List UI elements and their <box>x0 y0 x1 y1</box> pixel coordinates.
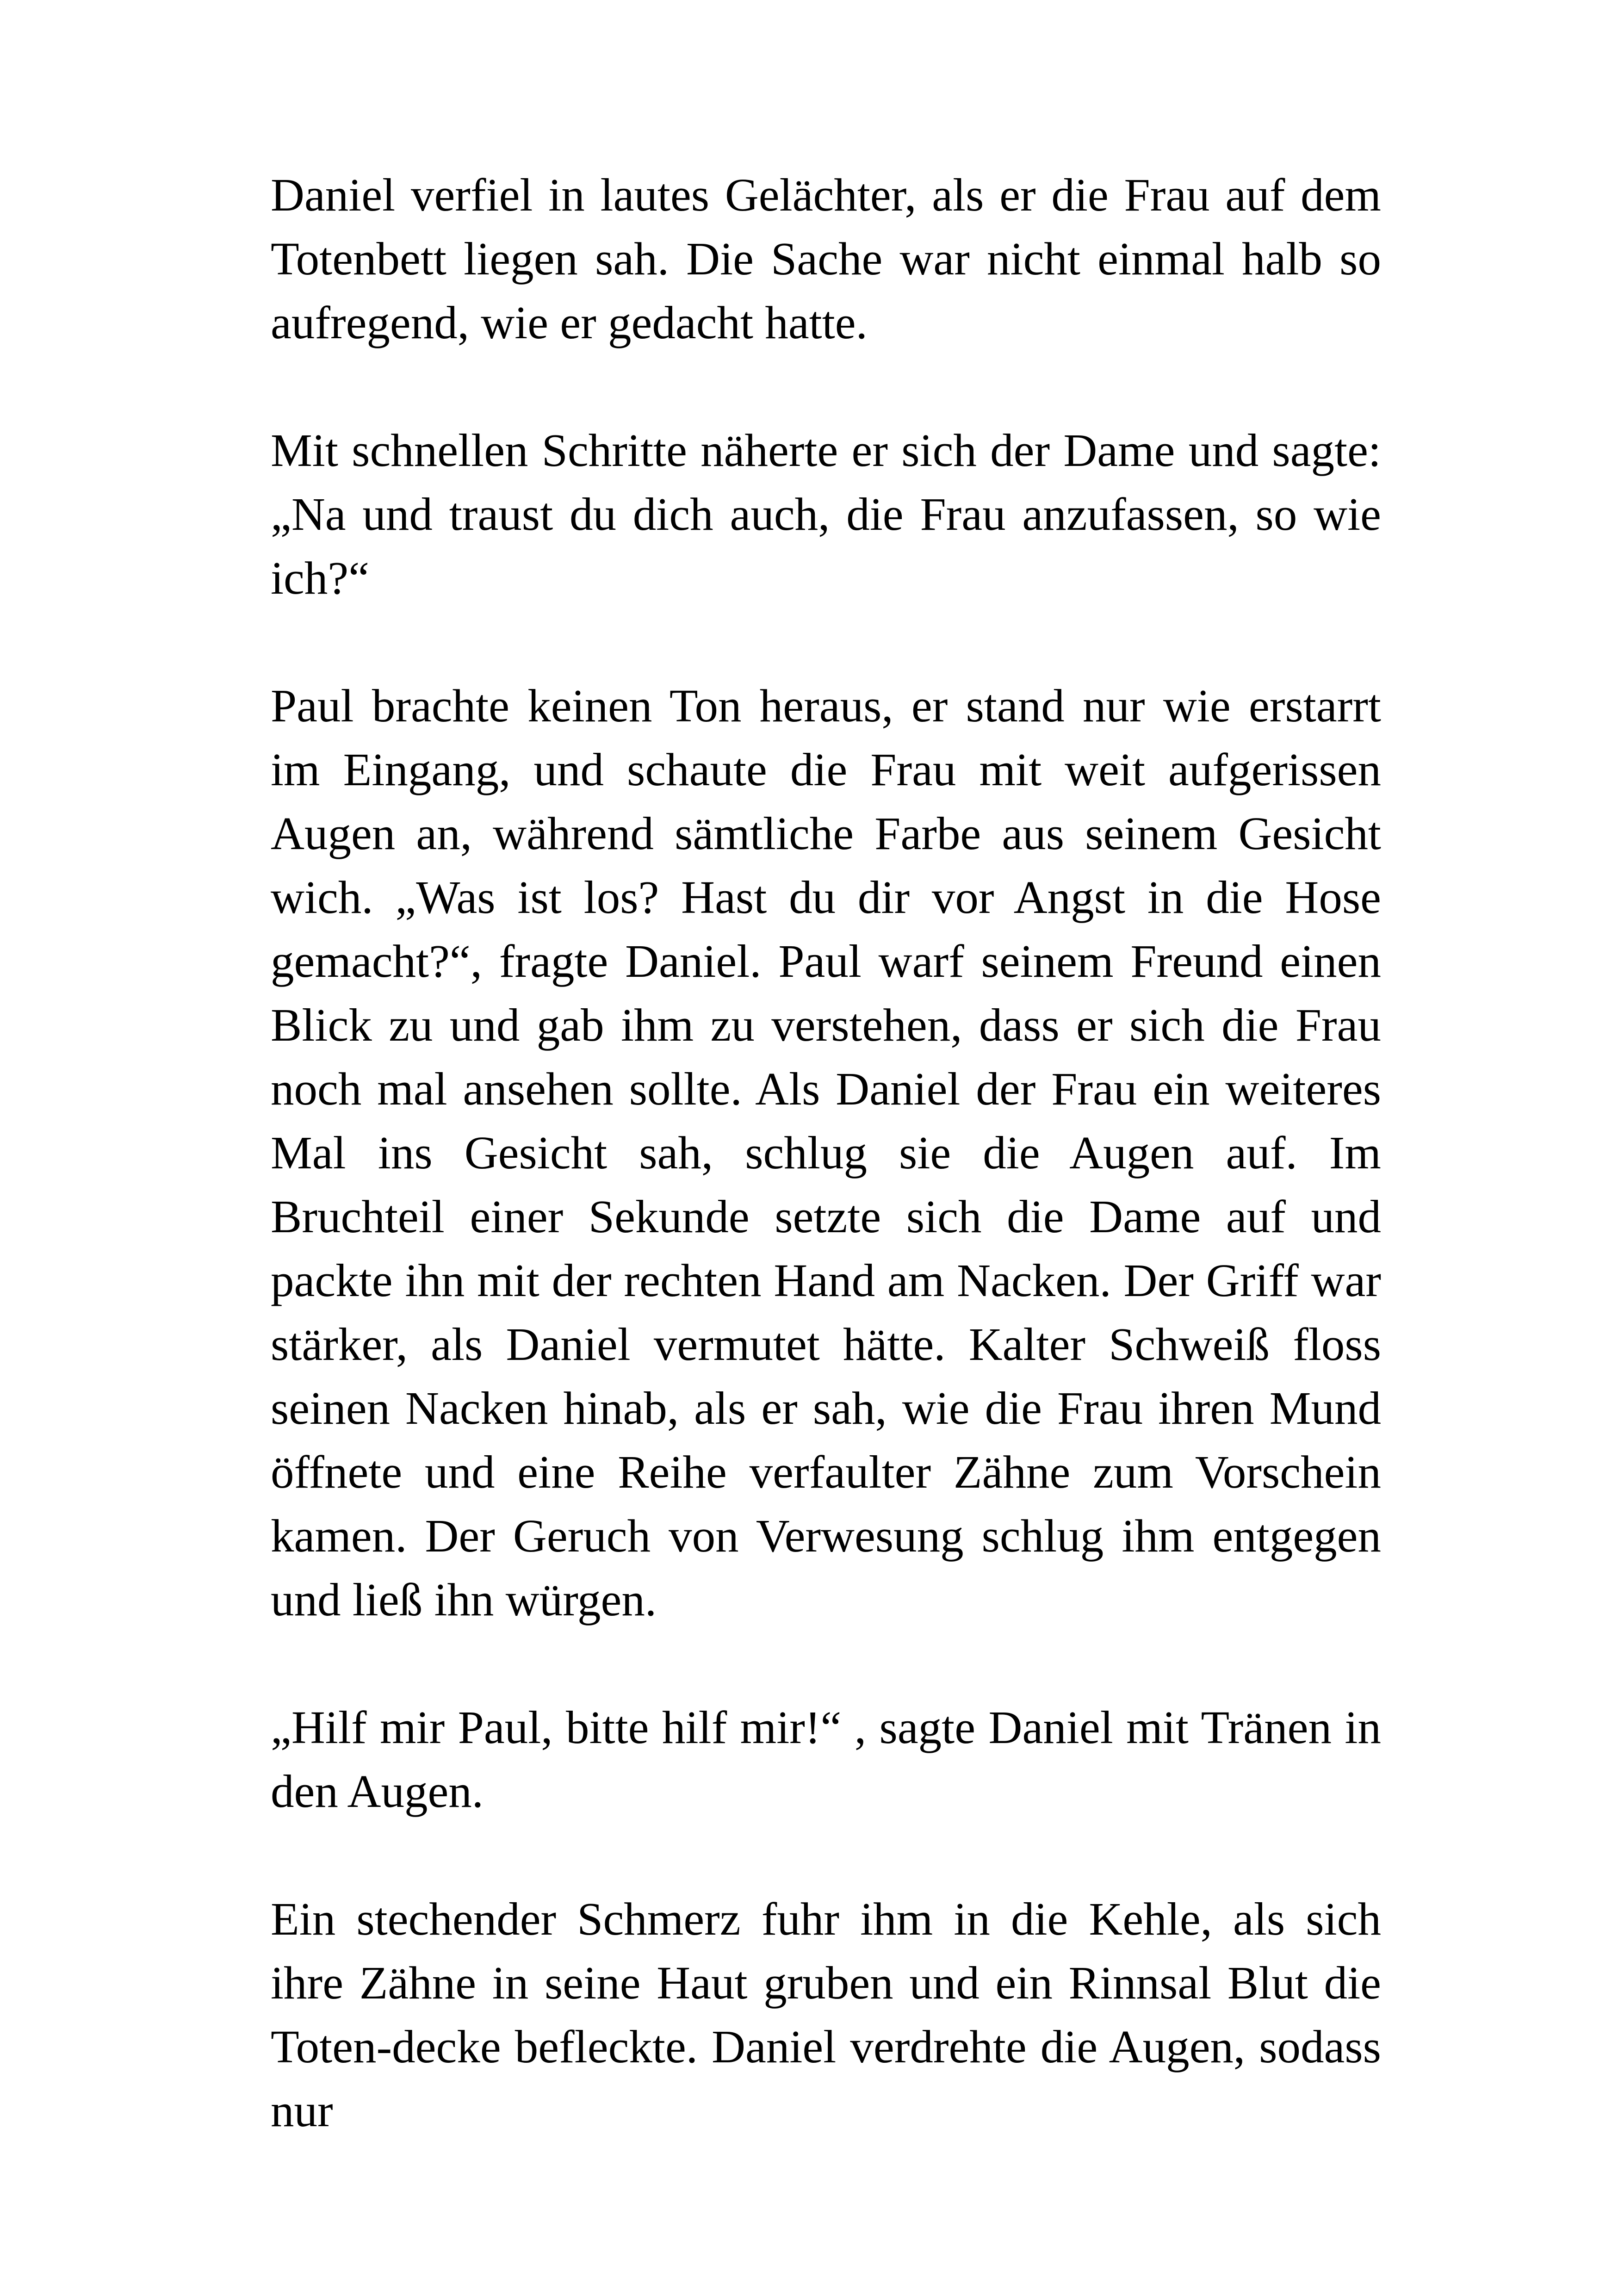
paragraph-1: Daniel verfiel in lautes Gelächter, als er die Frau auf dem Totenbett liegen sah. Die Sache war nicht einmal halb so aufregend, wie er gedacht hatte. <box>271 169 1381 348</box>
paragraph-3: Paul brachte keinen Ton heraus, er stand nur wie erstarrt im Eingang, und schaute die Frau mit weit aufgerissen Augen an, während sämtliche Farbe aus seinem Gesicht wich. „Was ist los? Hast du dir vor Angst in die Hose gemacht?“, fragte Daniel. Paul warf seinem Freund einen Blick zu und gab ihm zu verstehen, dass er sich die Frau noch mal ansehen sollte. Als Daniel der Frau ein weiteres Mal ins Gesicht sah, schlug sie die Augen auf. Im Bruchteil einer Sekunde setzte sich die Dame auf und packte ihn mit der rechten Hand am Nacken. Der Griff war stärker, als Daniel vermutet hätte. Kalter Schweiß floss seinen Nacken hinab, als er sah, wie die Frau ihren Mund öffnete und eine Reihe verfaulter Zähne zum Vorschein kamen. Der Geruch von Verwesung schlug ihm entgegen und ließ ihn würgen. <box>271 680 1381 1626</box>
paragraph-4: „Hilf mir Paul, bitte hilf mir!“ , sagte Daniel mit Tränen in den Augen. <box>271 1701 1381 1817</box>
paragraph-5: Ein stechender Schmerz fuhr ihm in die Kehle, als sich ihre Zähne in seine Haut gruben und ein Rinnsal Blut die Toten-decke befleckte. Daniel verdrehte die Augen, sodass nur <box>271 1893 1381 2136</box>
paragraph-2: Mit schnellen Schritte näherte er sich der Dame und sagte: „Na und traust du dich auch, die Frau anzufassen, so wie ich?“ <box>271 424 1381 604</box>
document-body <box>271 163 1381 2206</box>
